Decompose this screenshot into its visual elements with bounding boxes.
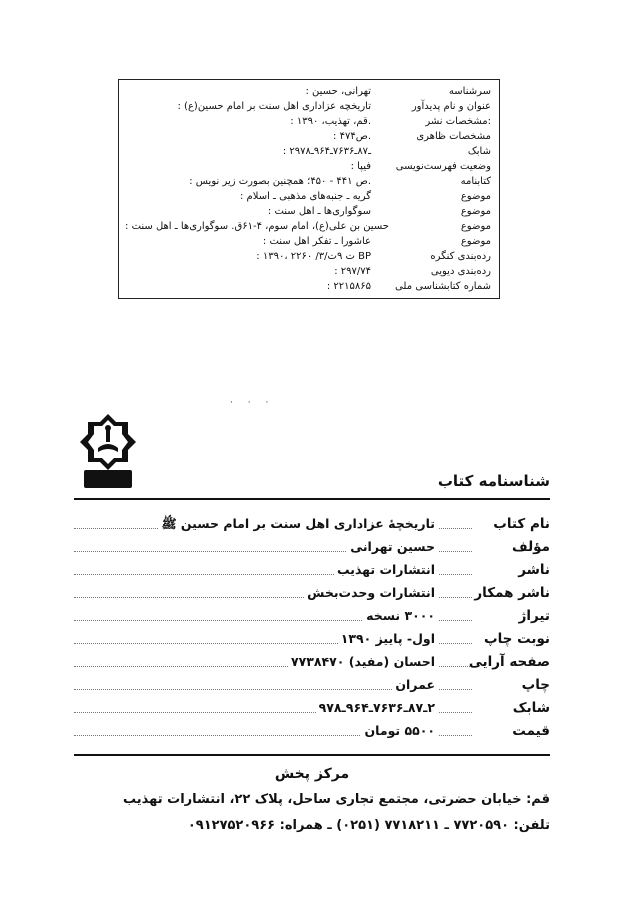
detail-row [74, 562, 550, 584]
cip-row [119, 219, 499, 234]
detail-value: ۳۰۰۰ نسخه [363, 608, 438, 623]
cip-row [119, 144, 499, 159]
cip-row [119, 204, 499, 219]
cip-label: سرشناسه [448, 86, 491, 97]
detail-row [74, 654, 550, 676]
cip-label: کتابنامه [460, 176, 491, 187]
cip-label: موضوع [460, 221, 491, 232]
detail-row [74, 608, 550, 630]
cip-value: : حسین بن علی(ع)، امام سوم، ۴-۶۱ق. سوگواری‌ها ـ اهل سنت [125, 221, 389, 232]
cip-label: شماره کتابشناسی ملی [395, 281, 491, 292]
detail-label: چاپ [521, 677, 550, 693]
detail-value: ۵۵۰۰ تومان [361, 723, 438, 738]
cip-row [119, 159, 499, 174]
cip-label: وضعیت فهرست‌نویسی [395, 161, 491, 172]
distribution-phone: تلفن: ۷۷۲۰۵۹۰ ـ ۷۷۱۸۲۱۱ (۰۲۵۱) ـ همراه: ۰۹۱۲۷۵۲۰۹۶۶ [187, 818, 550, 833]
detail-value: عمران [392, 677, 438, 692]
cip-label: شابک [467, 146, 491, 157]
detail-row [74, 539, 550, 561]
cip-value: : گریه ـ جنبه‌های مذهبی ـ اسلام [239, 191, 371, 202]
cip-value: : ۲۲۱۵۸۶۵ [326, 281, 371, 292]
cip-label: ردەبندی کنگره [430, 251, 491, 262]
cip-label: موضوع [460, 191, 491, 202]
cip-row [119, 264, 499, 279]
detail-label: نوبت چاپ [484, 631, 550, 647]
cip-value: : ص ۴۴۱ - ۴۵۰؛ همچنین بصورت زیر نویس. [189, 176, 371, 187]
divider [74, 498, 550, 500]
distribution-address: قم: خیابان حضرتی، مجتمع تجاری ساحل، پلاک ۲۲، انتشارات تهذیب [123, 792, 550, 807]
cip-row [119, 249, 499, 264]
detail-value: انتشارات تهذیب [334, 562, 438, 577]
cip-label: موضوع [460, 206, 491, 217]
cip-value: : ۴۷۴ص. [333, 131, 371, 142]
detail-label: مؤلف [512, 539, 550, 555]
cip-value: : قم، تهذیب، ۱۳۹۰. [290, 116, 371, 127]
detail-label: تیراژ [518, 608, 550, 624]
detail-value: انتشارات وحدت‌بخش [304, 585, 438, 600]
cip-value: : تهرانی، حسین [305, 86, 371, 97]
cip-value: : عاشورا ـ تفکر اهل سنت [262, 236, 371, 247]
detail-row [74, 700, 550, 722]
cip-label: موضوع [460, 236, 491, 247]
cip-box [118, 79, 500, 299]
detail-value: ۲ـ۸۷ـ۷۶۳۶ـ۹۶۴ـ۹۷۸ [316, 700, 438, 715]
cip-label: مشخصات نشر: [425, 116, 491, 127]
detail-row [74, 631, 550, 653]
cip-value: : سوگواری‌ها ـ اهل سنت [267, 206, 371, 217]
detail-label: قیمت [512, 723, 550, 739]
detail-label: ناشر همکار [474, 585, 550, 601]
detail-value: اول- پاییز ۱۳۹۰ [338, 631, 438, 646]
cip-row [119, 99, 499, 114]
cip-label: مشخصات ظاهری [416, 131, 491, 142]
publisher-logo-icon [76, 412, 140, 490]
detail-value: حسین تهرانی [347, 539, 438, 554]
cip-label: ردەبندی دیویی [430, 266, 491, 277]
cip-row [119, 234, 499, 249]
section-title: شناسنامه کتاب [437, 472, 550, 490]
detail-row [74, 585, 550, 607]
cip-row [119, 114, 499, 129]
cip-value: : تاریخچه عزاداری اهل سنت بر امام حسین(ع) [177, 101, 371, 112]
detail-label: صفحه آرایی [468, 654, 550, 670]
detail-label: نام کتاب [493, 516, 550, 532]
detail-label: شابک [512, 700, 550, 716]
detail-row [74, 677, 550, 699]
distribution-heading: مرکز پخش [274, 766, 350, 782]
cip-row [119, 129, 499, 144]
detail-value: تاریخچهٔ عزاداری اهل سنت بر امام حسین ﷺ [158, 516, 438, 535]
detail-value: احسان (مفید) ۷۷۳۸۴۷۰ [288, 654, 438, 669]
cip-row [119, 174, 499, 189]
cip-row [119, 189, 499, 204]
cip-value: : ۱۳۹۰، ۲ت ۹ت/۳/ ۲۶۰ BP [256, 251, 371, 262]
cip-value: : ۲ـ۸۷ـ۷۶۳۶ـ۹۶۴ـ۹۷۸ [282, 146, 371, 157]
divider [74, 754, 550, 756]
cip-label: عنوان و نام پدیدآور [411, 101, 491, 112]
cip-value: : ۲۹۷/۷۴ [334, 266, 371, 277]
detail-label: ناشر [518, 562, 550, 578]
detail-row [74, 516, 550, 538]
cip-row [119, 84, 499, 99]
cip-row [119, 279, 499, 294]
scan-specks: · · · [230, 398, 275, 408]
detail-row [74, 723, 550, 745]
cip-value: : فیپا [350, 161, 371, 172]
